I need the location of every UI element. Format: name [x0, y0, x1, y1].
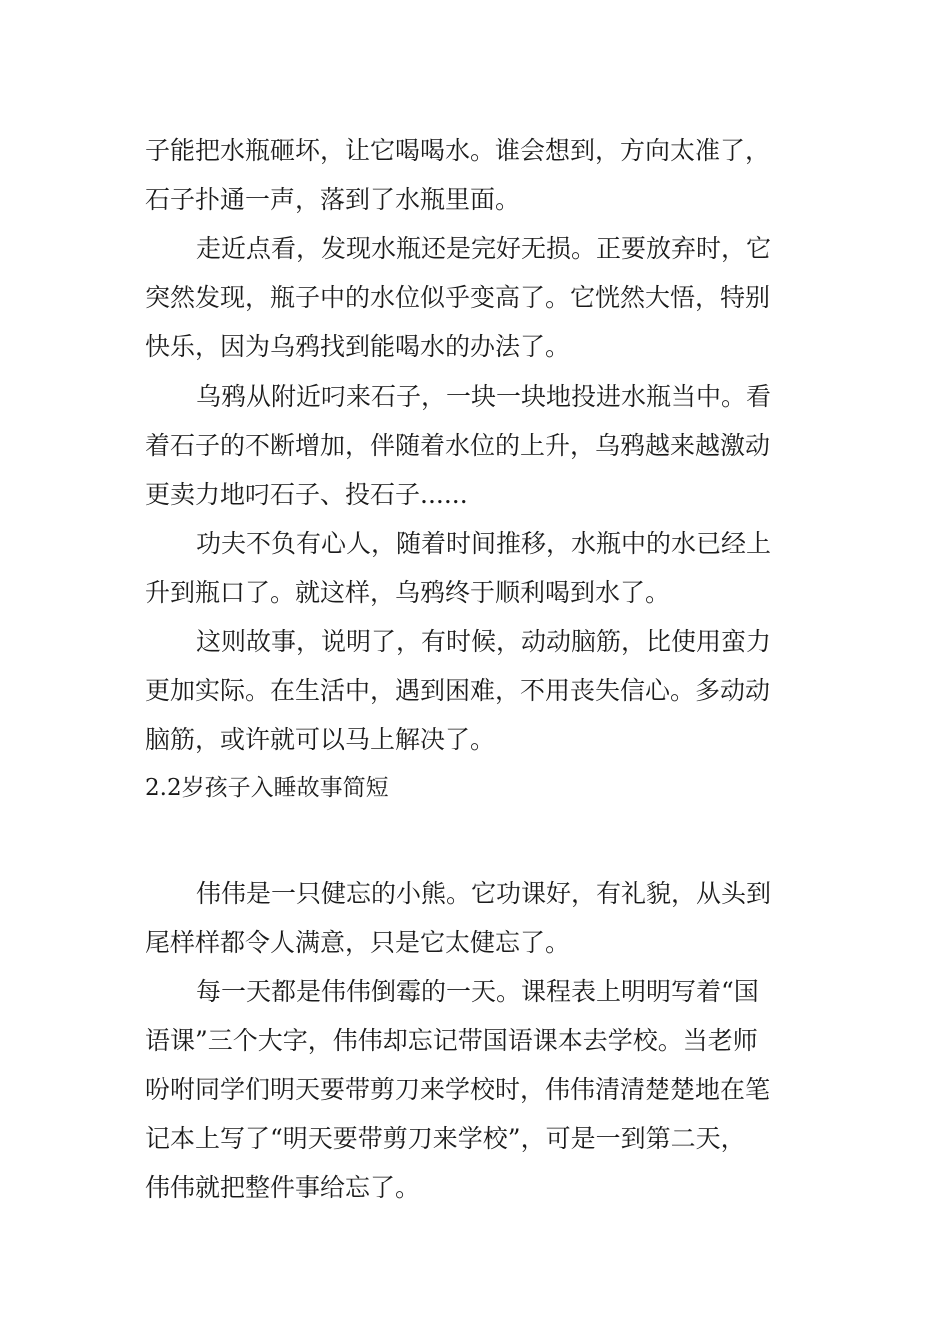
text-line: 伟伟就把整件事给忘了。: [145, 1173, 421, 1202]
text-line: 石子扑通一声，落到了水瓶里面。: [145, 185, 521, 214]
text-line: 记本上写了“明天要带剪刀来学校”，可是一到第二天，: [145, 1124, 746, 1153]
section-heading: 2.2岁孩子入睡故事简短: [145, 775, 389, 801]
text-line: 子能把水瓶砸坏，让它喝喝水。谁会想到，方向太准了，: [145, 136, 771, 165]
text-line: 突然发现，瓶子中的水位似乎变高了。它恍然大悟，特别: [145, 283, 771, 312]
paragraph-start-line: 伟伟是一只健忘的小熊。它功课好，有礼貌，从头到: [196, 879, 772, 908]
text-line: 尾样样都令人满意，只是它太健忘了。: [145, 928, 571, 957]
text-line: 吩咐同学们明天要带剪刀来学校时，伟伟清清楚楚地在笔: [145, 1075, 771, 1104]
text-line: 快乐，因为乌鸦找到能喝水的办法了。: [145, 332, 571, 361]
text-line: 更卖力地叼石子、投石子......: [145, 480, 468, 509]
text-line: 语课”三个大字，伟伟却忘记带国语课本去学校。当老师: [145, 1026, 758, 1055]
paragraph-start-line: 走近点看，发现水瓶还是完好无损。正要放弃时，它: [196, 234, 772, 263]
text-line: 更加实际。在生活中，遇到困难，不用丧失信心。多动动: [145, 676, 771, 705]
paragraph-start-line: 这则故事，说明了，有时候，动动脑筋，比使用蛮力: [196, 627, 772, 656]
paragraph-start-line: 乌鸦从附近叼来石子，一块一块地投进水瓶当中。看: [196, 382, 772, 411]
paragraph-start-line: 功夫不负有心人，随着时间推移，水瓶中的水已经上: [196, 529, 772, 558]
text-line: 着石子的不断增加，伴随着水位的上升，乌鸦越来越激动: [145, 431, 771, 460]
text-line: 升到瓶口了。就这样，乌鸦终于顺利喝到水了。: [145, 578, 671, 607]
text-line: 脑筋，或许就可以马上解决了。: [145, 725, 496, 754]
paragraph-start-line: 每一天都是伟伟倒霉的一天。课程表上明明写着“国: [196, 977, 759, 1006]
